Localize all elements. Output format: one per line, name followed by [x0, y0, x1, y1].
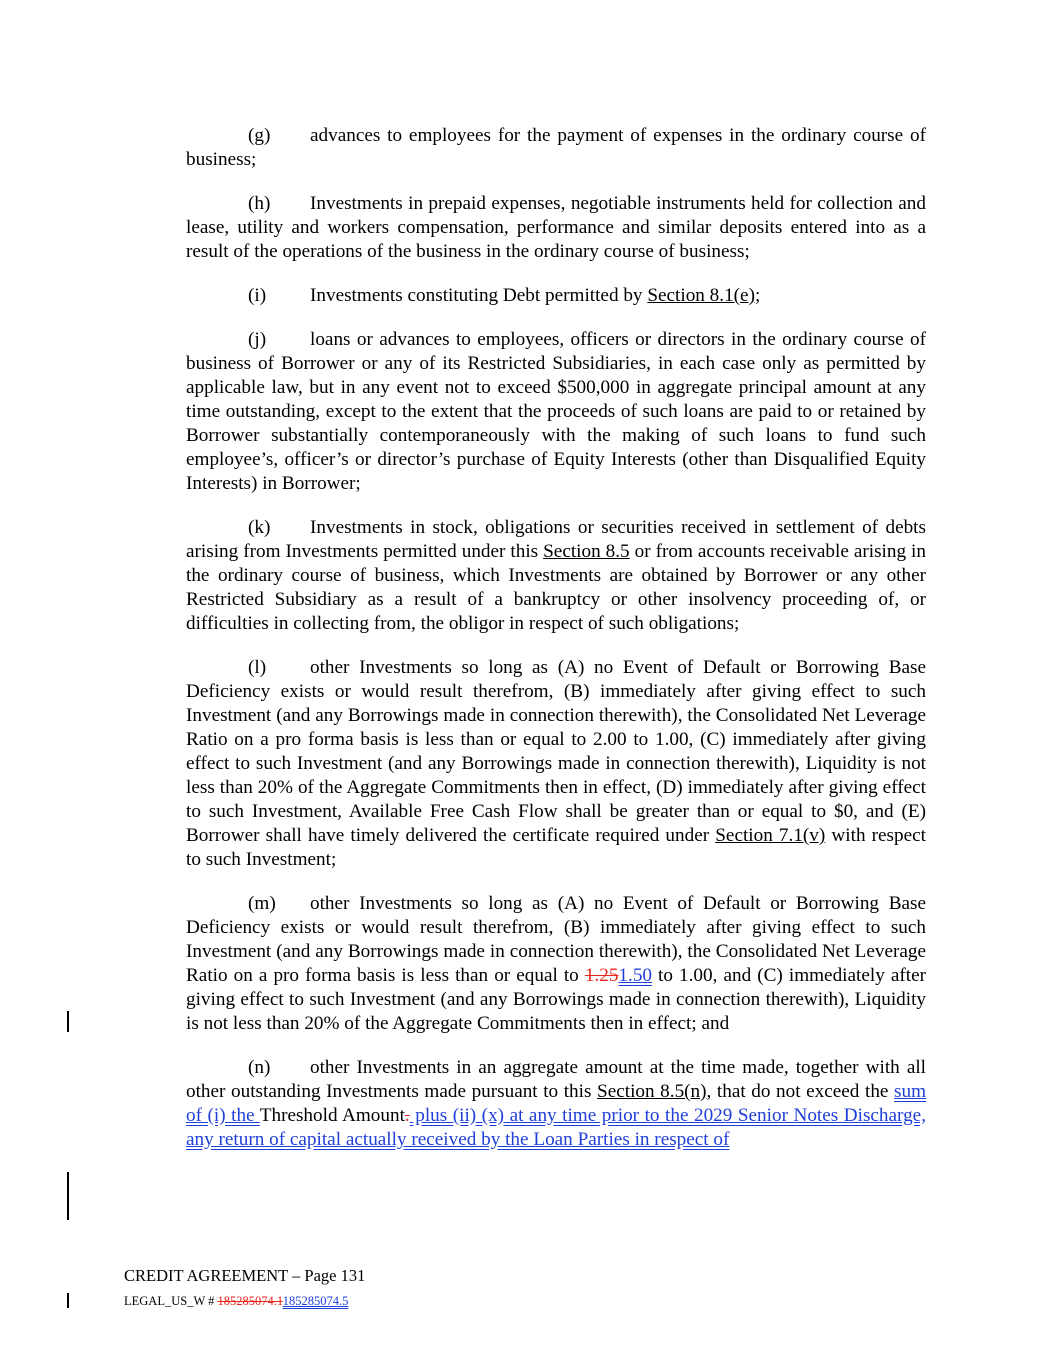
paragraph-text: Threshold Amount	[259, 1105, 405, 1126]
paragraph-h	[186, 192, 926, 264]
change-bar	[67, 1293, 69, 1308]
paragraph-text: with respect to such Investment;	[186, 825, 926, 870]
inserted-text: sum of (i) the	[186, 1081, 927, 1126]
paragraph-label: (m)	[248, 893, 276, 914]
footer-title: CREDIT AGREEMENT – Page 131	[124, 1266, 366, 1285]
deleted-text: .	[404, 1105, 410, 1126]
paragraph-n	[186, 1056, 926, 1152]
paragraph-label: (g)	[248, 125, 271, 146]
doc-id-prefix: LEGAL_US_W #	[124, 1294, 218, 1308]
paragraph-text: , that do not exceed the	[706, 1081, 895, 1102]
paragraph-text: other Investments so long as (A) no Event of Default or Borrowing Base Deficiency exists or would result therefrom, (B) immediately after giving effect to such Investment (and any Borrowings made in connection therewith), the Consolidated Net Leverage Ratio on a pro forma basis is less than or equal to 2.00 to 1.00, (C) immediately after giving effect to such Investment (and any Borrowings made in connection therewith), Liquidity is not less than 20% of the Aggregate Commitments then in effect, (D) immediately after giving effect to such Investment, Available Free Cash Flow shall be greater than or equal to $0, and (E) Borrower shall have timely delivered the certificate required under	[186, 657, 926, 846]
paragraph-label: (k)	[248, 517, 271, 538]
paragraph-m	[186, 892, 926, 1036]
document-body	[186, 124, 926, 1172]
paragraph-text: to 1.00, and (C) immediately after giving effect to such Investment (and any Borrowings made in connection therewith), Liquidity is not less than 20% of the Aggregate Commitments then in effect; and	[186, 965, 926, 1034]
section-reference: Section 8.5	[543, 541, 630, 562]
footer-doc-id	[124, 1294, 348, 1309]
section-reference: Section 7.1(v)	[715, 825, 826, 846]
paragraph-label: (h)	[248, 193, 271, 214]
paragraph-text: Investments in stock, obligations or securities received in settlement of debts arising from Investments permitted under this	[186, 517, 926, 562]
paragraph-label: (l)	[248, 657, 267, 678]
paragraph-text: or from accounts receivable arising in the ordinary course of business, which Investments are obtained by Borrower or any other Restricted Subsidiary as a result of a bankruptcy or other insolvency proceeding of, or difficulties in collecting from, the obligor in respect of such obligations;	[186, 541, 926, 634]
paragraph-text: loans or advances to employees, officers or directors in the ordinary course of business of Borrower or any of its Restricted Subsidiaries, in each case only as permitted by applicable law, but in any event not to exceed $500,000 in aggregate principal amount at any time outstanding, except to the extent that the proceeds of such loans are paid to or retained by Borrower substantially contemporaneously with the making of such loans to fund such employee’s, officer’s or director’s purchase of Equity Interests (other than Disqualified Equity Interests) in Borrower;	[186, 329, 926, 494]
paragraph-label: (i)	[248, 285, 267, 306]
paragraph-l	[186, 656, 926, 872]
paragraph-text: other Investments in an aggregate amount at the time made, together with all other outstanding Investments made pursuant to this	[186, 1057, 926, 1102]
inserted-text: plus (ii) (x) at any time prior to the 2029 Senior Notes Discharge, any return of capital actually received by the Loan Parties in respect of	[186, 1105, 926, 1150]
inserted-doc-id: 185285074.5	[282, 1294, 349, 1308]
paragraph-text: Investments constituting Debt permitted by	[310, 285, 648, 306]
paragraph-text: advances to employees for the payment of expenses in the ordinary course of business;	[186, 125, 926, 170]
paragraph-text: ;	[754, 285, 761, 306]
paragraph-i	[186, 284, 926, 308]
section-reference: Section 8.1(e)	[647, 285, 755, 306]
paragraph-j	[186, 328, 926, 496]
inserted-text: 1.50	[618, 965, 652, 986]
paragraph-k	[186, 516, 926, 636]
deleted-text: 1.25	[584, 965, 619, 986]
change-bar	[67, 1011, 69, 1032]
paragraph-label: (n)	[248, 1057, 271, 1078]
paragraph-label: (j)	[248, 329, 267, 350]
paragraph-text: other Investments so long as (A) no Event of Default or Borrowing Base Deficiency exists or would result therefrom, (B) immediately after giving effect to such Investment (and any Borrowings made in connection therewith), the Consolidated Net Leverage Ratio on a pro forma basis is less than or equal to	[186, 893, 926, 986]
deleted-doc-id: 185285074.1	[217, 1294, 283, 1308]
section-reference: Section 8.5(n)	[597, 1081, 707, 1102]
change-bar	[67, 1172, 69, 1220]
paragraph-g	[186, 124, 926, 172]
paragraph-text: Investments in prepaid expenses, negotiable instruments held for collection and lease, utility and workers compensation, performance and similar deposits entered into as a result of the operations of the business in the ordinary course of business;	[186, 193, 926, 262]
